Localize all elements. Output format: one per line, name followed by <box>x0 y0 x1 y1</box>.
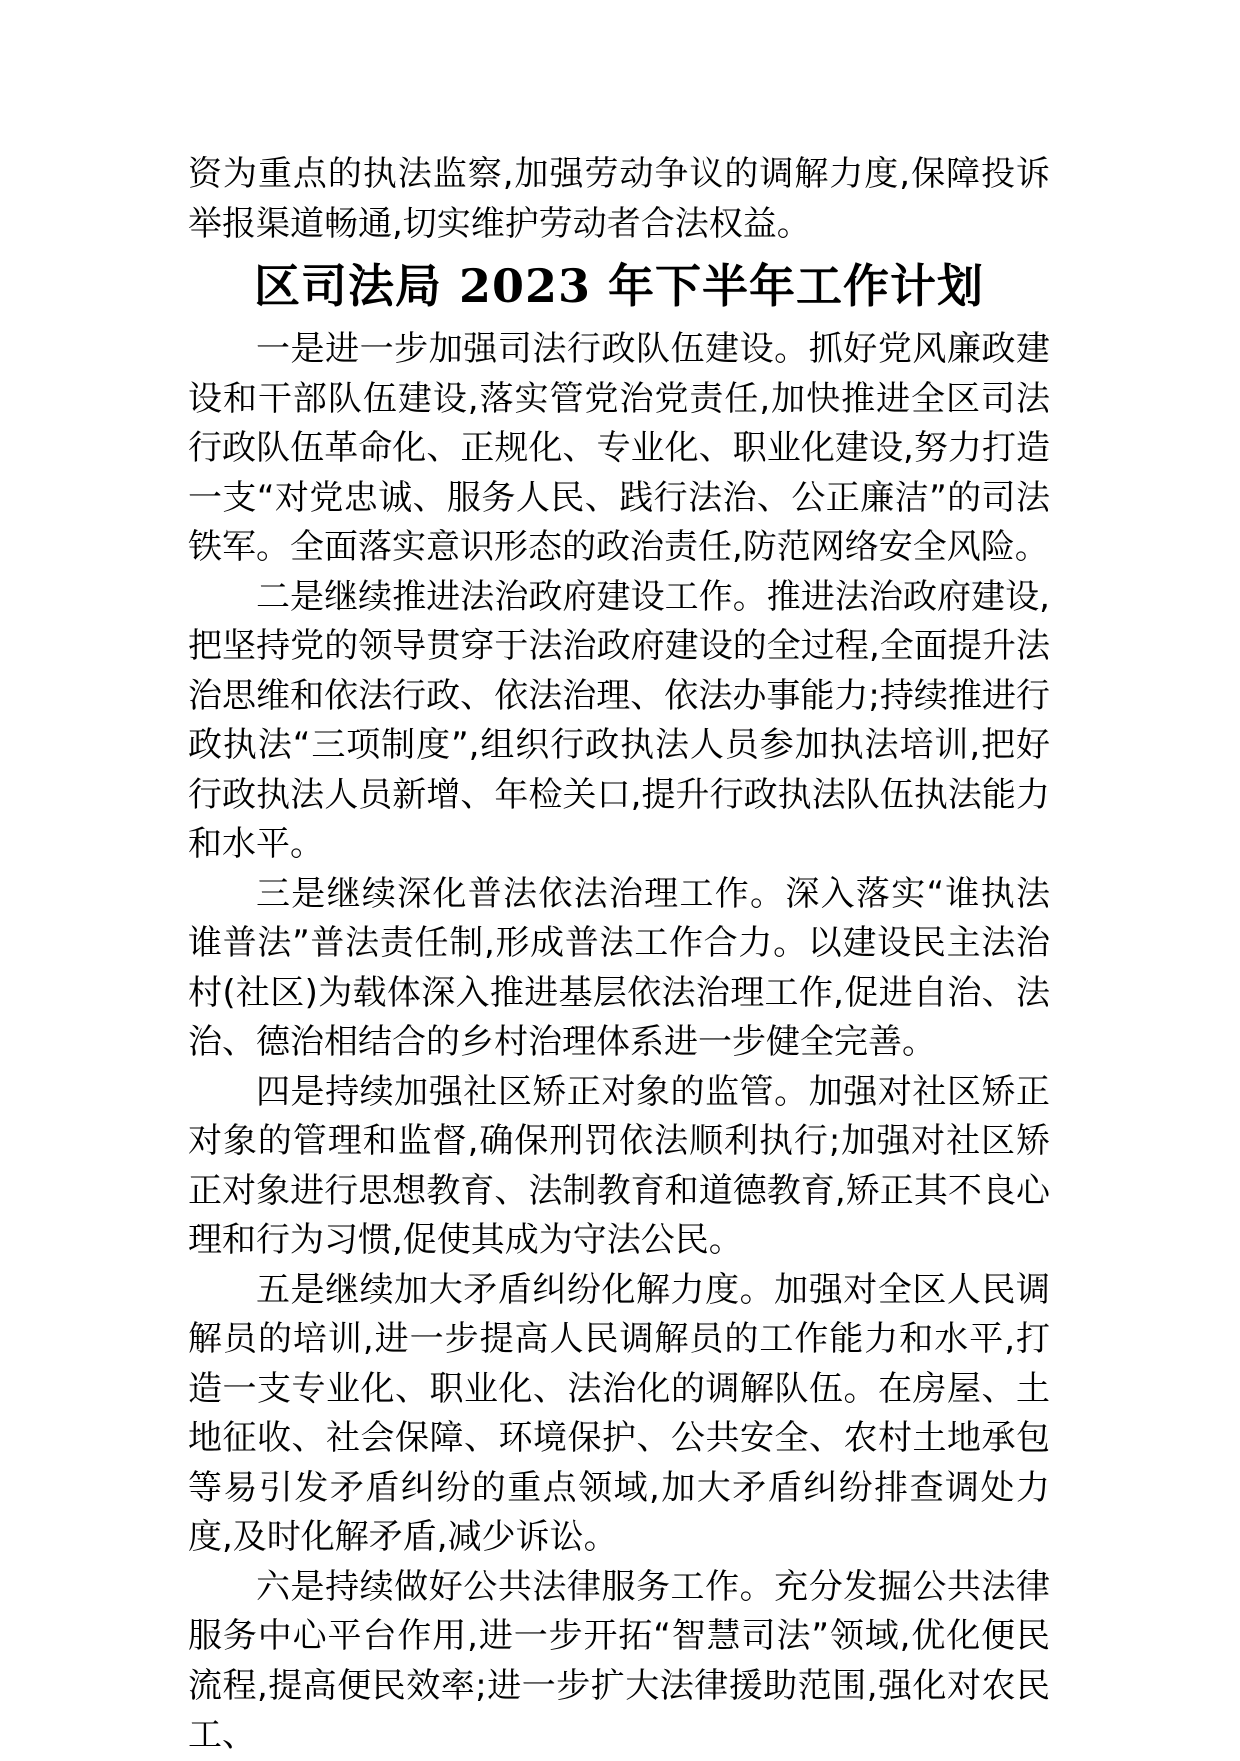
lead-paragraph: 资为重点的执法监察,加强劳动争议的调解力度,保障投诉举报渠道畅通,切实维护劳动者合法权益。 <box>188 154 1050 244</box>
paragraph-3: 三是继续深化普法依法治理工作。深入落实“谁执法谁普法”普法责任制,形成普法工作合力。以建设民主法治村(社区)为载体深入推进基层依法治理工作,促进自治、法治、德治相结合的乡村治理体系进一步健全完善。 <box>188 873 1050 1062</box>
paragraph-4: 四是持续加强社区矫正对象的监管。加强对社区矫正对象的管理和监督,确保刑罚依法顺利执行;加强对社区矫正对象进行思想教育、法制教育和道德教育,矫正其不良心理和行为习惯,促使其成为守法公民。 <box>188 1071 1050 1260</box>
document-page <box>188 150 1050 1761</box>
paragraph-5: 五是继续加大矛盾纠纷化解力度。加强对全区人民调解员的培训,进一步提高人民调解员的工作能力和水平,打造一支专业化、职业化、法治化的调解队伍。在房屋、土地征收、社会保障、环境保护、公共安全、农村土地承包等易引发矛盾纠纷的重点领域,加大矛盾纠纷排查调处力度,及时化解矛盾,减少诉讼。 <box>188 1269 1050 1557</box>
document-title: 区司法局 2023 年下半年工作计划 <box>253 259 985 313</box>
paragraph-1: 一是进一步加强司法行政队伍建设。抓好党风廉政建设和干部队伍建设,落实管党治党责任,加快推进全区司法行政队伍革命化、正规化、专业化、职业化建设,努力打造一支“对党忠诚、服务人民、践行法治、公正廉洁”的司法铁军。全面落实意识形态的政治责任,防范网络安全风险。 <box>188 329 1050 567</box>
paragraph-2: 二是继续推进法治政府建设工作。推进法治政府建设,把坚持党的领导贯穿于法治政府建设的全过程,全面提升法治思维和依法行政、依法治理、依法办事能力;持续推进行政执法“三项制度”,组织行政执法人员参加执法培训,把好行政执法人员新增、年检关口,提升行政执法队伍执法能力和水平。 <box>188 576 1050 864</box>
paragraph-6: 六是持续做好公共法律服务工作。充分发掘公共法律服务中心平台作用,进一步开拓“智慧司法”领域,优化便民流程,提高便民效率;进一步扩大法律援助范围,强化对农民工、 <box>188 1566 1050 1755</box>
